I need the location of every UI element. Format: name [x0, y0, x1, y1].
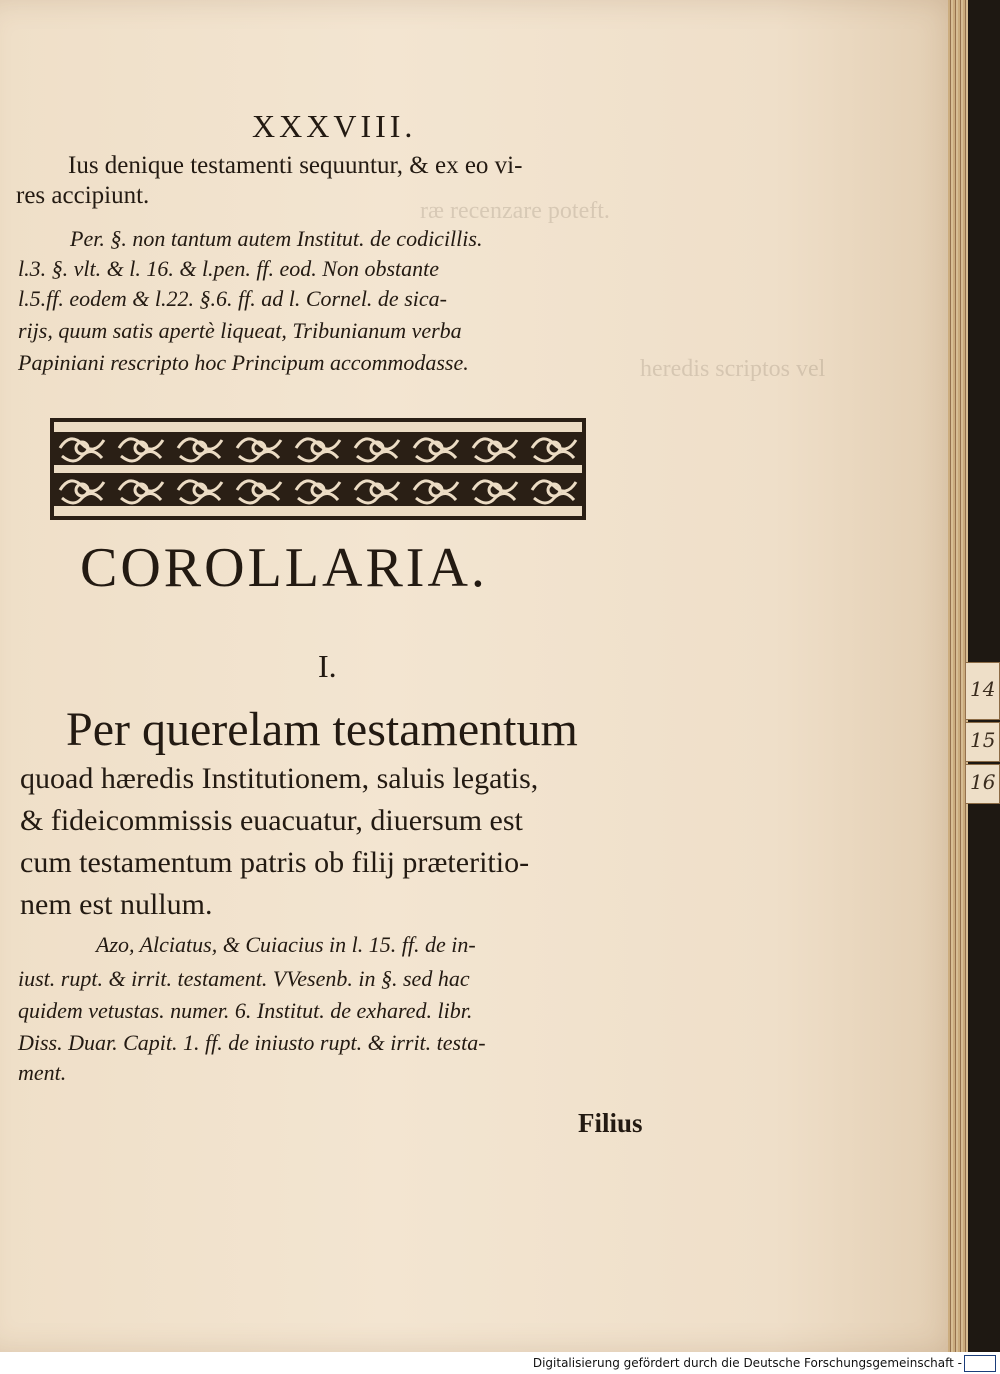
text-line: quoad hæredis Institutionem, saluis legatis, — [20, 762, 539, 795]
text-line: nem est nullum. — [20, 888, 213, 921]
page-tab: 14 — [966, 662, 1000, 720]
citation-line: quidem vetustas. numer. 6. Institut. de exhared. libr. — [18, 998, 473, 1023]
citation-line: l.3. §. vlt. & l. 16. & l.pen. ff. eod. Non obstante — [18, 256, 440, 281]
page-tab: 16 — [966, 764, 1000, 804]
page-tab: 15 — [966, 722, 1000, 762]
dfg-logo — [964, 1355, 996, 1372]
lead-line: Per querelam testamentum — [66, 703, 578, 756]
citation-line: Per. §. non tantum autem Institut. de codicillis. — [70, 226, 483, 251]
citation-line: iust. rupt. & irrit. testament. VVesenb. in §. sed hac — [18, 966, 470, 991]
text-line: & fideicommissis euacuatur, diuersum est — [20, 804, 523, 837]
page-edges — [948, 0, 968, 1352]
footer-credit: Digitalisierung gefördert durch die Deutsche Forschungsgemeinschaft - — [532, 1356, 962, 1370]
text-line: res accipiunt. — [16, 182, 150, 209]
citation-line: l.5.ff. eodem & l.22. §.6. ff. ad l. Cornel. de sica- — [18, 286, 447, 311]
catchword: Filius — [578, 1108, 643, 1138]
corollary-number: I. — [318, 648, 337, 684]
text-line: cum testamentum patris ob filij præteritio- — [20, 846, 530, 879]
bleed-through: ræ recenzare poteft. — [420, 198, 610, 224]
citation-line: Papiniani rescripto hoc Principum accommodasse. — [18, 350, 469, 375]
corollaria-title: COROLLARIA. — [80, 537, 488, 599]
citation-line: Azo, Alciatus, & Cuiacius in l. 15. ff. de in- — [96, 932, 476, 957]
bleed-through: heredis scriptos vel — [640, 356, 826, 382]
footer-bar — [0, 1352, 1000, 1374]
citation-line: rijs, quum satis apertè liqueat, Tribunianum verba — [18, 318, 462, 343]
citation-line: Diss. Duar. Capit. 1. ff. de iniusto rupt. & irrit. testa- — [18, 1030, 486, 1055]
text-line: Ius denique testamenti sequuntur, & ex eo vi- — [68, 152, 523, 179]
section-number: XXXVIII. — [252, 108, 417, 144]
citation-line: ment. — [18, 1060, 67, 1085]
ornament-band — [50, 418, 586, 520]
